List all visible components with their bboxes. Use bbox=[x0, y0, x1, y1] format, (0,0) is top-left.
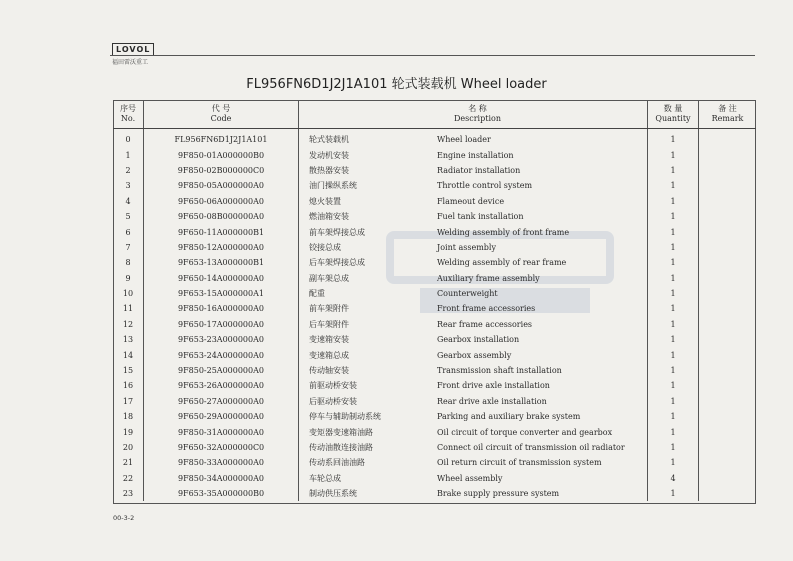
cell-remark bbox=[699, 394, 757, 409]
cell-remark bbox=[699, 486, 757, 501]
cell-no: 10 bbox=[113, 286, 144, 301]
cell-code: 9F650-14A000000A0 bbox=[144, 271, 299, 286]
cell-code: 9F850-34A000000A0 bbox=[144, 471, 299, 486]
cell-quantity: 1 bbox=[648, 486, 699, 501]
col-header-code bbox=[144, 100, 299, 129]
cell-name-en: Parking and auxiliary brake system bbox=[437, 409, 648, 424]
cell-code: 9F650-17A000000A0 bbox=[144, 317, 299, 332]
cell-name-zh: 变速箱安装 bbox=[309, 335, 349, 345]
col-header-description bbox=[299, 100, 648, 129]
cell-code: 9F650-27A000000A0 bbox=[144, 394, 299, 409]
cell-no: 13 bbox=[113, 332, 144, 347]
cell-name-zh: 制动供压系统 bbox=[309, 489, 357, 499]
cell-name-zh: 燃油箱安装 bbox=[309, 212, 349, 222]
page-number: 00-3-2 bbox=[113, 514, 135, 522]
cell-name-en: Auxiliary frame assembly bbox=[437, 271, 648, 286]
cell-remark bbox=[699, 409, 757, 424]
cell-name-en: Welding assembly of front frame bbox=[437, 224, 648, 239]
cell-name-en: Wheel loader bbox=[437, 129, 648, 148]
brand-logo bbox=[112, 37, 154, 66]
cell-name-zh: 前车架附件 bbox=[309, 304, 349, 314]
cell-quantity: 1 bbox=[648, 178, 699, 193]
cell-quantity: 1 bbox=[648, 332, 699, 347]
cell-code: 9F653-15A000000A1 bbox=[144, 286, 299, 301]
logo-subtitle: 福田雷沃重工 bbox=[112, 59, 149, 66]
col-header-no-zh: 序号 bbox=[120, 104, 136, 113]
cell-quantity: 1 bbox=[648, 194, 699, 209]
cell-name-zh: 后车架附件 bbox=[309, 319, 349, 329]
cell-code: FL956FN6D1J2J1A101 bbox=[144, 129, 299, 148]
table-row bbox=[113, 455, 756, 470]
cell-quantity: 1 bbox=[648, 224, 699, 239]
cell-remark bbox=[699, 147, 757, 162]
cell-name-en: Throttle control system bbox=[437, 178, 648, 193]
table-row bbox=[113, 332, 756, 347]
cell-quantity: 1 bbox=[648, 394, 699, 409]
cell-code: 9F850-16A000000A0 bbox=[144, 301, 299, 316]
cell-remark bbox=[699, 286, 757, 301]
table-row bbox=[113, 271, 756, 286]
cell-code: 9F850-12A000000A0 bbox=[144, 240, 299, 255]
cell-name-zh: 传动系回油油路 bbox=[309, 458, 365, 468]
cell-quantity: 1 bbox=[648, 147, 699, 162]
cell-quantity: 1 bbox=[648, 347, 699, 362]
table-row bbox=[113, 129, 756, 148]
col-header-remark-zh: 备 注 bbox=[718, 104, 737, 113]
col-header-qty-en: Quantity bbox=[655, 114, 691, 123]
logo-wordmark: LOVOL bbox=[112, 43, 154, 56]
cell-code: 9F650-11A000000B1 bbox=[144, 224, 299, 239]
header-rule bbox=[110, 55, 755, 56]
cell-no: 4 bbox=[113, 194, 144, 209]
cell-name-en: Connect oil circuit of transmission oil radiator bbox=[437, 440, 648, 455]
cell-quantity: 1 bbox=[648, 424, 699, 439]
cell-code: 9F653-24A000000A0 bbox=[144, 347, 299, 362]
cell-remark bbox=[699, 163, 757, 178]
cell-name-zh: 变速箱总成 bbox=[309, 350, 349, 360]
cell-code: 9F850-05A000000A0 bbox=[144, 178, 299, 193]
cell-name-en: Gearbox assembly bbox=[437, 347, 648, 362]
cell-code: 9F850-01A000000B0 bbox=[144, 147, 299, 162]
col-header-desc-zh: 名 称 bbox=[468, 104, 487, 113]
cell-name-en: Brake supply pressure system bbox=[437, 486, 648, 501]
cell-name-en: Rear drive axle installation bbox=[437, 394, 648, 409]
cell-remark bbox=[699, 347, 757, 362]
cell-quantity: 1 bbox=[648, 163, 699, 178]
cell-name-zh: 变矩器变速箱油路 bbox=[309, 427, 373, 437]
cell-no: 23 bbox=[113, 486, 144, 501]
cell-name-zh: 油门操纵系统 bbox=[309, 181, 357, 191]
col-header-remark bbox=[699, 100, 757, 129]
table-header-row bbox=[113, 100, 756, 129]
cell-no: 9 bbox=[113, 271, 144, 286]
cell-remark bbox=[699, 209, 757, 224]
cell-no: 5 bbox=[113, 209, 144, 224]
table-row bbox=[113, 301, 756, 316]
cell-code: 9F650-08B000000A0 bbox=[144, 209, 299, 224]
cell-quantity: 1 bbox=[648, 317, 699, 332]
cell-quantity: 1 bbox=[648, 286, 699, 301]
cell-remark bbox=[699, 471, 757, 486]
cell-no: 7 bbox=[113, 240, 144, 255]
cell-no: 12 bbox=[113, 317, 144, 332]
cell-name-zh: 车轮总成 bbox=[309, 473, 341, 483]
cell-no: 14 bbox=[113, 347, 144, 362]
table-row bbox=[113, 255, 756, 270]
cell-no: 18 bbox=[113, 409, 144, 424]
cell-remark bbox=[699, 332, 757, 347]
col-header-quantity bbox=[648, 100, 699, 129]
cell-name-zh: 前车架焊接总成 bbox=[309, 227, 365, 237]
cell-no: 21 bbox=[113, 455, 144, 470]
table-row bbox=[113, 286, 756, 301]
cell-name-zh: 后驱动桥安装 bbox=[309, 396, 357, 406]
cell-remark bbox=[699, 178, 757, 193]
cell-name-zh: 配重 bbox=[309, 289, 325, 299]
cell-name-en: Oil return circuit of transmission system bbox=[437, 455, 648, 470]
col-header-remark-en: Remark bbox=[711, 114, 744, 123]
col-header-code-zh: 代 号 bbox=[211, 104, 231, 113]
cell-code: 9F653-26A000000A0 bbox=[144, 378, 299, 393]
cell-no: 1 bbox=[113, 147, 144, 162]
cell-name-en: Front drive axle installation bbox=[437, 378, 648, 393]
cell-quantity: 4 bbox=[648, 471, 699, 486]
table-row bbox=[113, 486, 756, 501]
cell-no: 17 bbox=[113, 394, 144, 409]
table-row bbox=[113, 209, 756, 224]
cell-quantity: 1 bbox=[648, 209, 699, 224]
cell-name-en: Oil circuit of torque converter and gearbox bbox=[437, 424, 648, 439]
table-row bbox=[113, 394, 756, 409]
cell-quantity: 1 bbox=[648, 255, 699, 270]
cell-no: 3 bbox=[113, 178, 144, 193]
cell-no: 2 bbox=[113, 163, 144, 178]
table-row bbox=[113, 409, 756, 424]
cell-remark bbox=[699, 440, 757, 455]
cell-code: 9F850-02B000000C0 bbox=[144, 163, 299, 178]
cell-code: 9F653-13A000000B1 bbox=[144, 255, 299, 270]
cell-quantity: 1 bbox=[648, 378, 699, 393]
table-row bbox=[113, 440, 756, 455]
cell-quantity: 1 bbox=[648, 240, 699, 255]
cell-quantity: 1 bbox=[648, 271, 699, 286]
table-row bbox=[113, 240, 756, 255]
table-row bbox=[113, 317, 756, 332]
cell-quantity: 1 bbox=[648, 455, 699, 470]
col-header-code-en: Code bbox=[210, 114, 232, 123]
cell-quantity: 1 bbox=[648, 440, 699, 455]
cell-no: 19 bbox=[113, 424, 144, 439]
cell-code: 9F650-29A000000A0 bbox=[144, 409, 299, 424]
cell-no: 22 bbox=[113, 471, 144, 486]
table-row bbox=[113, 378, 756, 393]
table-row bbox=[113, 194, 756, 209]
cell-no: 20 bbox=[113, 440, 144, 455]
table-row bbox=[113, 147, 756, 162]
cell-name-en: Joint assembly bbox=[437, 240, 648, 255]
cell-name-en: Counterweight bbox=[437, 286, 648, 301]
cell-no: 16 bbox=[113, 378, 144, 393]
col-header-desc-en: Description bbox=[454, 114, 501, 123]
cell-name-en: Fuel tank installation bbox=[437, 209, 648, 224]
cell-remark bbox=[699, 255, 757, 270]
cell-code: 9F650-32A000000C0 bbox=[144, 440, 299, 455]
cell-remark bbox=[699, 378, 757, 393]
cell-name-zh: 传动油散连接油路 bbox=[309, 443, 373, 452]
cell-name-zh: 前驱动桥安装 bbox=[309, 381, 357, 391]
cell-no: 6 bbox=[113, 224, 144, 239]
table-row bbox=[113, 424, 756, 439]
cell-remark bbox=[699, 194, 757, 209]
cell-name-zh: 铰接总成 bbox=[309, 242, 341, 252]
cell-remark bbox=[699, 317, 757, 332]
table-row bbox=[113, 178, 756, 193]
cell-quantity: 1 bbox=[648, 409, 699, 424]
table-row bbox=[113, 471, 756, 486]
cell-name-zh: 发动机安装 bbox=[309, 150, 349, 160]
cell-code: 9F653-23A000000A0 bbox=[144, 332, 299, 347]
col-header-qty-zh: 数 量 bbox=[663, 104, 683, 113]
cell-quantity: 1 bbox=[648, 363, 699, 378]
cell-name-en: Flameout device bbox=[437, 194, 648, 209]
cell-name-en: Radiator installation bbox=[437, 163, 648, 178]
cell-name-zh: 停车与辅助制动系统 bbox=[309, 412, 381, 422]
cell-code: 9F850-25A000000A0 bbox=[144, 363, 299, 378]
cell-remark bbox=[699, 240, 757, 255]
cell-remark bbox=[699, 424, 757, 439]
table-row bbox=[113, 347, 756, 362]
table-body bbox=[113, 129, 756, 502]
cell-remark bbox=[699, 455, 757, 470]
cell-remark bbox=[699, 363, 757, 378]
cell-name-en: Wheel assembly bbox=[437, 471, 648, 486]
cell-no: 11 bbox=[113, 301, 144, 316]
cell-remark bbox=[699, 301, 757, 316]
table-row bbox=[113, 163, 756, 178]
cell-remark bbox=[699, 129, 757, 148]
cell-name-en: Rear frame accessories bbox=[437, 317, 648, 332]
cell-remark bbox=[699, 224, 757, 239]
cell-name-zh: 散热器安装 bbox=[309, 165, 349, 175]
page-title: FL956FN6D1J2J1A101 轮式装载机 Wheel loader bbox=[246, 77, 547, 92]
cell-name-zh: 后车架焊接总成 bbox=[309, 258, 365, 268]
cell-no: 8 bbox=[113, 255, 144, 270]
cell-name-en: Welding assembly of rear frame bbox=[437, 255, 648, 270]
cell-name-zh: 副车架总成 bbox=[309, 273, 349, 283]
cell-code: 9F653-35A000000B0 bbox=[144, 486, 299, 501]
cell-name-en: Transmission shaft installation bbox=[437, 363, 648, 378]
cell-name-en: Gearbox installation bbox=[437, 332, 648, 347]
cell-name-en: Engine installation bbox=[437, 147, 648, 162]
cell-name-zh: 轮式装载机 bbox=[309, 135, 349, 145]
col-header-no-en: No. bbox=[120, 114, 136, 123]
table-row bbox=[113, 363, 756, 378]
cell-no: 0 bbox=[113, 129, 144, 148]
cell-no: 15 bbox=[113, 363, 144, 378]
cell-code: 9F850-31A000000A0 bbox=[144, 424, 299, 439]
table-row bbox=[113, 224, 756, 239]
cell-quantity: 1 bbox=[648, 129, 699, 148]
col-header-no bbox=[113, 100, 144, 129]
cell-name-zh: 传动轴安装 bbox=[309, 366, 349, 376]
parts-table bbox=[113, 100, 756, 501]
cell-name-en: Front frame accessories bbox=[437, 301, 648, 316]
cell-name-zh: 熄火装置 bbox=[309, 196, 341, 206]
cell-remark bbox=[699, 271, 757, 286]
cell-code: 9F650-06A000000A0 bbox=[144, 194, 299, 209]
cell-quantity: 1 bbox=[648, 301, 699, 316]
cell-code: 9F850-33A000000A0 bbox=[144, 455, 299, 470]
